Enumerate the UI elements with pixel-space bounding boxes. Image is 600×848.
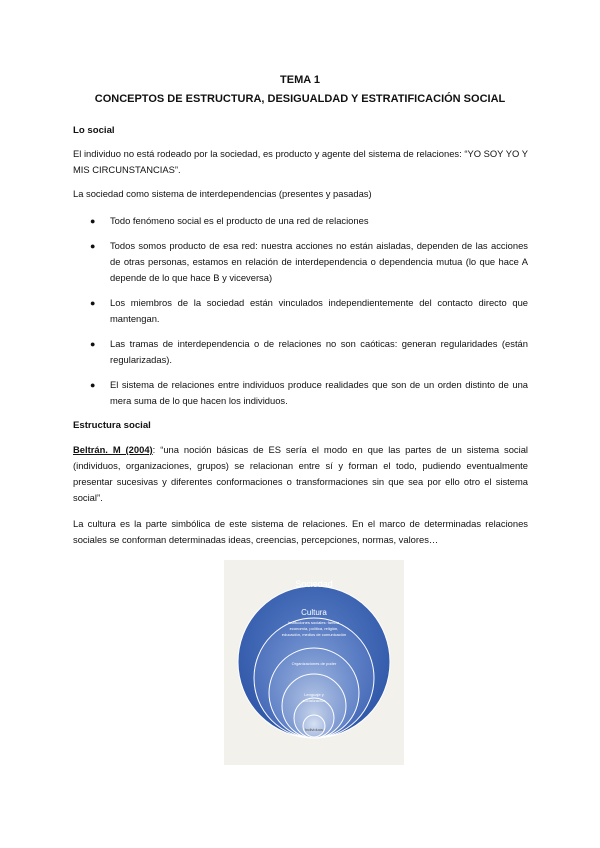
bullet-icon: ● <box>90 241 96 251</box>
circle-individuos <box>303 715 325 737</box>
section-heading-lo-social: Lo social <box>73 125 115 136</box>
label-organizaciones: Organizaciones de poder <box>291 661 337 666</box>
document-subtitle: CONCEPTOS DE ESTRUCTURA, DESIGUALDAD Y ESTRATIFICACIÓN SOCIAL <box>94 93 506 105</box>
bullet-text: Todo fenómeno social es el producto de una red de relaciones <box>110 215 369 226</box>
document-title: TEMA 1 <box>280 74 320 86</box>
bullet-icon: ● <box>90 216 96 226</box>
quote-text: : “una noción básicas de ES sería el modo en que las partes de un sistema social (individuos, organizaciones, grupos) se relacionan entre sí y forman el todo, pudiendo eventualmente presentar sucesivas y diferentes conformaciones o transformaciones sin que sea por ello otro el sistema social”. <box>73 444 528 503</box>
section-heading-estructura-social: Estructura social <box>73 420 151 431</box>
paragraph-sociedad-sistema: La sociedad como sistema de interdependencias (presentes y pasadas) <box>73 188 372 199</box>
bullet-text: Todos somos producto de esa red: nuestra acciones no están aisladas, dependen de las acciones de otras personas, estamos en relación de interdependencia o dependencia mutua (lo que hace A depende de lo que hace B y viceversa) <box>110 240 528 283</box>
label-instituciones: Instituciones sociales: familia, economía, política, religión, educación, medios de comunicación <box>281 620 347 637</box>
paragraph-individuo: El individuo no está rodeado por la sociedad, es producto y agente del sistema de relaciones: “YO SOY YO Y MIS CIRCUNSTANCIAS”. <box>73 148 528 175</box>
bullet-text: Las tramas de interdependencia o de relaciones no son caóticas: generan regularidades (están regularizadas). <box>110 338 528 365</box>
bullet-icon: ● <box>90 298 96 308</box>
label-lenguaje: Lenguaje y socialización <box>302 692 326 703</box>
bullet-text: Los miembros de la sociedad están vinculados independientemente del contacto directo que mantengan. <box>110 297 528 324</box>
paragraph-beltran-quote <box>73 442 528 506</box>
bullet-text: El sistema de relaciones entre individuos produce realidades que son de un orden distinto de una mera suma de lo que hacen los individuos. <box>110 379 528 406</box>
society-layers-diagram <box>224 560 404 765</box>
bullet-icon: ● <box>90 380 96 390</box>
label-cultura: Cultura <box>301 608 327 617</box>
paragraph-cultura: La cultura es la parte simbólica de este sistema de relaciones. En el marco de determinadas relaciones sociales se conforman determinadas ideas, creencias, percepciones, normas, valores… <box>73 518 528 545</box>
bullet-icon: ● <box>90 339 96 349</box>
citation-link: Beltrán. M (2004) <box>73 444 153 455</box>
label-individuos: Individuos <box>304 727 323 732</box>
label-sociedad: Sociedad <box>295 579 333 589</box>
